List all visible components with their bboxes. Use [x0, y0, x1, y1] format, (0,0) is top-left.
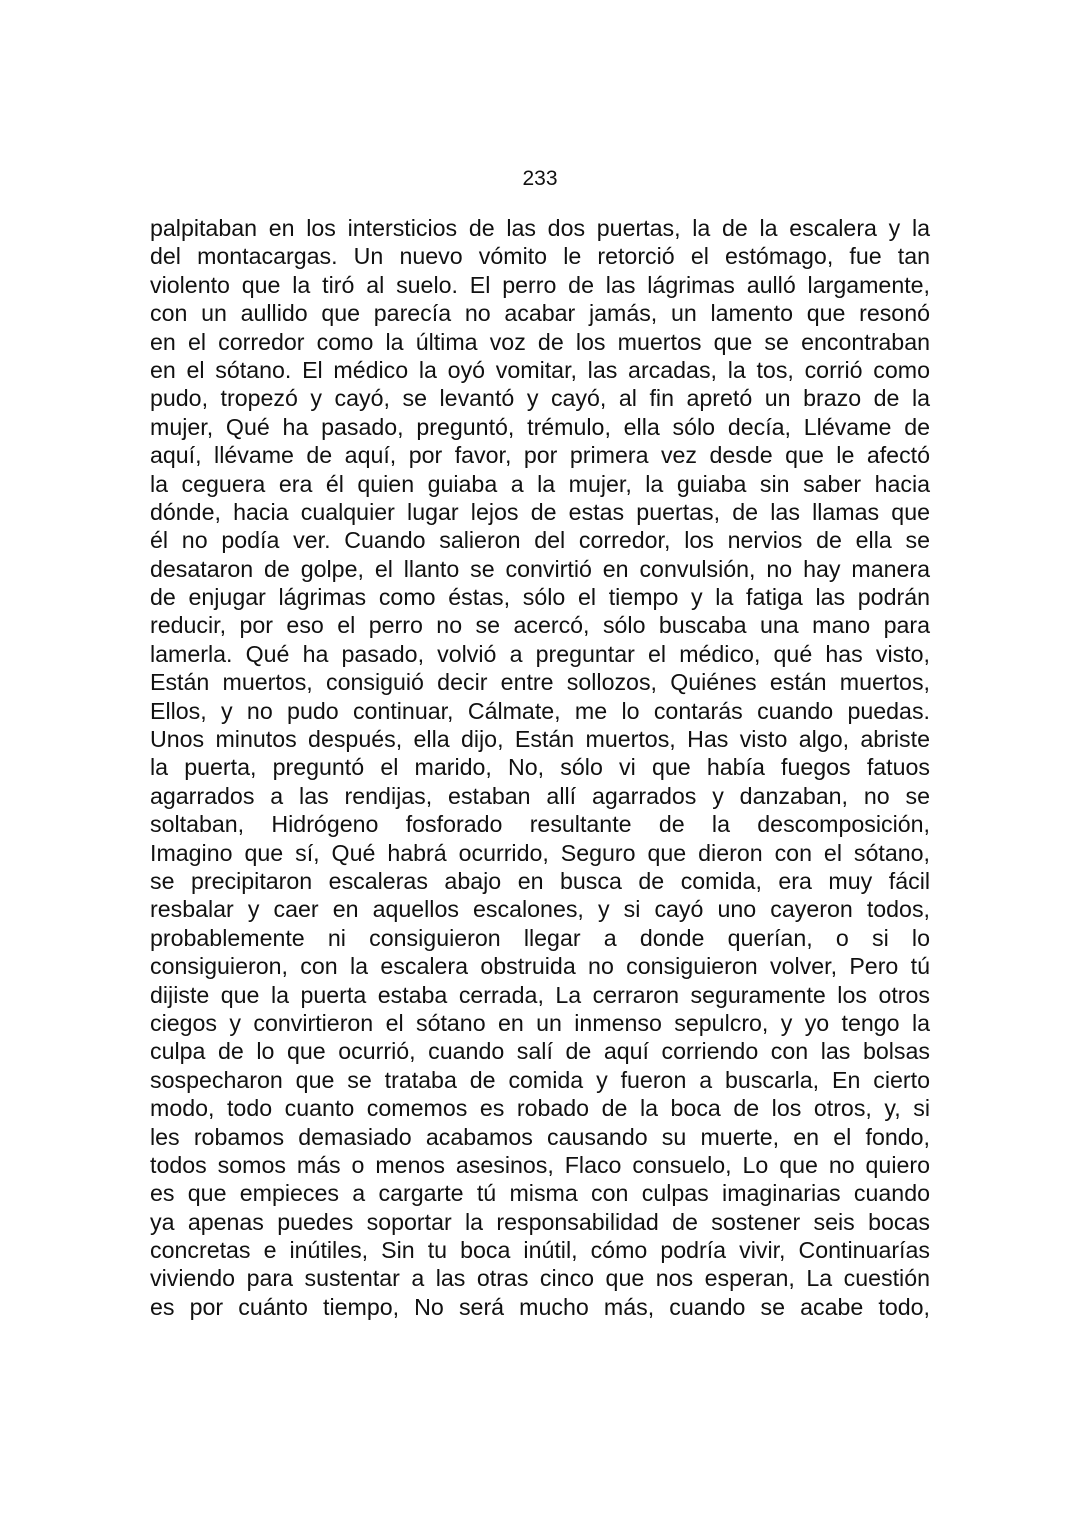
text-line: sospecharon que se trataba de comida y fueron a buscarla, En cierto	[150, 1066, 930, 1093]
text-line: modo, todo cuanto comemos es robado de la boca de los otros, y, si	[150, 1095, 930, 1122]
text-line: probablemente ni consiguieron llegar a donde querían, o si lo	[150, 924, 930, 951]
text-line: les robamos demasiado acabamos causando su muerte, en el fondo,	[150, 1123, 930, 1150]
text-line: en el sótano. El médico la oyó vomitar, las arcadas, la tos, corrió como	[150, 356, 930, 383]
text-line: lamerla. Qué ha pasado, volvió a preguntar el médico, qué has visto,	[150, 640, 930, 667]
text-line: él no podía ver. Cuando salieron del corredor, los nervios de ella se	[150, 527, 930, 554]
text-line: consiguieron, con la escalera obstruida no consiguieron volver, Pero tú	[150, 953, 930, 980]
text-line: concretas e inútiles, Sin tu boca inútil, cómo podría vivir, Continuarías	[150, 1237, 930, 1264]
text-line: la puerta, preguntó el marido, No, sólo vi que había fuegos fatuos	[150, 754, 930, 781]
text-line: todos somos más o menos asesinos, Flaco consuelo, Lo que no quiero	[150, 1151, 930, 1178]
text-line: la ceguera era él quien guiaba a la mujer, la guiaba sin saber hacia	[150, 470, 930, 497]
text-line: en el corredor como la última voz de los muertos que se encontraban	[150, 328, 930, 355]
text-line: del montacargas. Un nuevo vómito le retorció el estómago, fue tan	[150, 243, 930, 270]
text-line: ciegos y convirtieron el sótano en un inmenso sepulcro, y yo tengo la	[150, 1009, 930, 1036]
body-text	[150, 214, 930, 1321]
text-line: aquí, llévame de aquí, por favor, por primera vez desde que le afectó	[150, 442, 930, 469]
text-line: violento que la tiró al suelo. El perro de las lágrimas aulló largamente,	[150, 271, 930, 298]
text-line: Unos minutos después, ella dijo, Están muertos, Has visto algo, abriste	[150, 726, 930, 753]
text-line: agarrados a las rendijas, estaban allí agarrados y danzaban, no se	[150, 782, 930, 809]
text-line: dónde, hacia cualquier lugar lejos de estas puertas, de las llamas que	[150, 498, 930, 525]
text-line: con un aullido que parecía no acabar jamás, un lamento que resonó	[150, 300, 930, 327]
text-line: palpitaban en los intersticios de las dos puertas, la de la escalera y la	[150, 215, 930, 241]
text-line: es por cuánto tiempo, No será mucho más, cuando se acabe todo,	[150, 1293, 930, 1320]
page-number: 233	[522, 167, 558, 190]
text-line: de enjugar lágrimas como éstas, sólo el tiempo y la fatiga las podrán	[150, 584, 930, 611]
text-line: Ellos, y no pudo continuar, Cálmate, me lo contarás cuando puedas.	[150, 697, 930, 724]
text-line: mujer, Qué ha pasado, preguntó, trémulo, ella sólo decía, Llévame de	[150, 413, 930, 440]
text-line: se precipitaron escaleras abajo en busca de comida, era muy fácil	[150, 867, 930, 894]
text-line: Imagino que sí, Qué habrá ocurrido, Seguro que dieron con el sótano,	[150, 839, 930, 866]
text-line: es que empieces a cargarte tú misma con culpas imaginarias cuando	[150, 1180, 930, 1207]
text-line: reducir, por eso el perro no se acercó, sólo buscaba una mano para	[150, 612, 930, 639]
text-line: ya apenas puedes soportar la responsabilidad de sostener seis bocas	[150, 1208, 930, 1235]
text-line: pudo, tropezó y cayó, se levantó y cayó, al fin apretó un brazo de la	[150, 385, 930, 412]
text-line: desataron de golpe, el llanto se convirtió en convulsión, no hay manera	[150, 555, 930, 582]
text-line: viviendo para sustentar a las otras cinco que nos esperan, La cuestión	[150, 1265, 930, 1292]
text-line: resbalar y caer en aquellos escalones, y si cayó uno cayeron todos,	[150, 896, 930, 923]
text-line: culpa de lo que ocurrió, cuando salí de aquí corriendo con las bolsas	[150, 1038, 930, 1065]
text-line: Están muertos, consiguió decir entre sollozos, Quiénes están muertos,	[150, 669, 930, 696]
text-line: soltaban, Hidrógeno fosforado resultante de la descomposición,	[150, 811, 930, 838]
text-line: dijiste que la puerta estaba cerrada, La cerraron seguramente los otros	[150, 981, 930, 1008]
